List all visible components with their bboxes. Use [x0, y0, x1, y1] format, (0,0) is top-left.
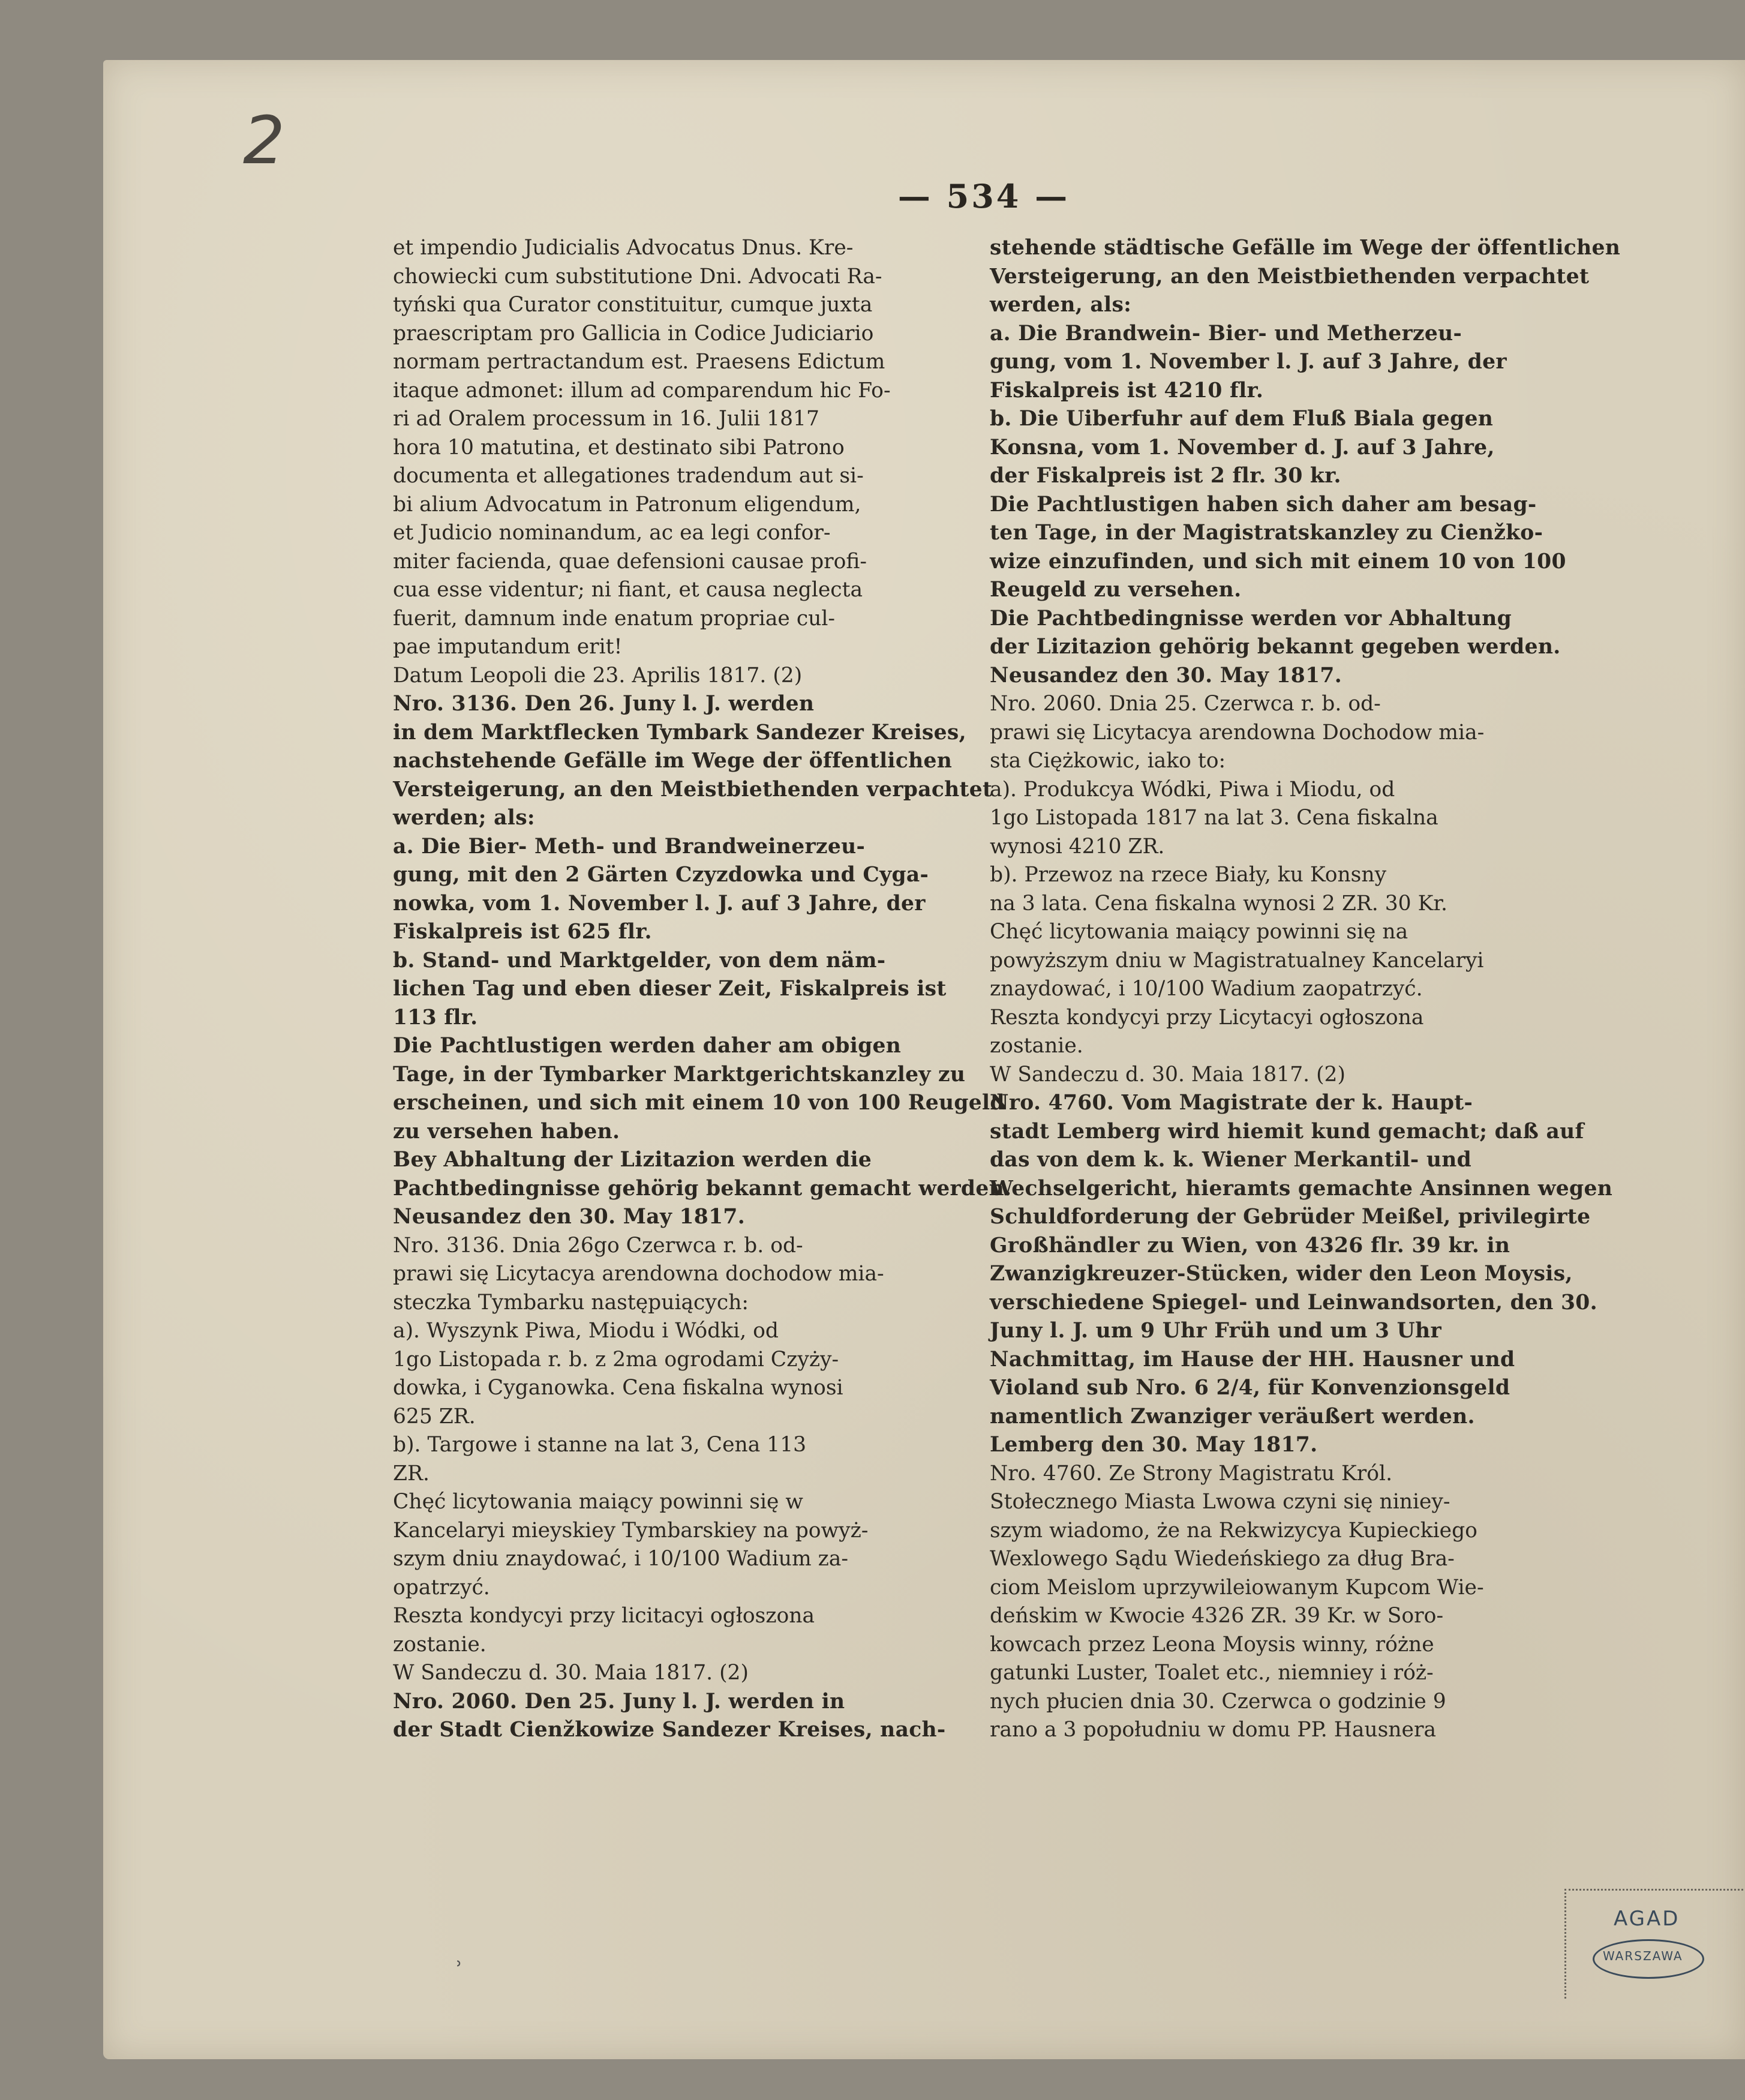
text-line: hora 10 matutina, et destinato sibi Patrono	[393, 435, 845, 460]
text-line: Schuldforderung der Gebrüder Meißel, privilegirte	[990, 1205, 1591, 1229]
text-line: b. Die Uiberfuhr auf dem Fluß Biala gegen	[990, 407, 1494, 431]
text-line: b). Przewoz na rzece Biały, ku Konsny	[990, 863, 1387, 887]
text-line: miter facienda, quae defensioni causae profi-	[393, 549, 867, 574]
text-line: ri ad Oralem processum in 16. Julii 1817	[393, 407, 819, 431]
text-line: Reszta kondycyi przy Licytacyi ogłoszona	[990, 1005, 1424, 1030]
text-line: na 3 lata. Cena fiskalna wynosi 2 ZR. 30 Kr.	[990, 891, 1448, 916]
notice-entry	[393, 234, 993, 690]
notice-entry	[393, 690, 1012, 1232]
text-line: das von dem k. k. Wiener Merkantil- und	[990, 1148, 1472, 1172]
text-line: nych płucien dnia 30. Czerwca o godzinie 9	[990, 1689, 1446, 1714]
text-line: sta Ciężkowic, iako to:	[990, 749, 1226, 773]
text-line: zu versehen haben.	[393, 1119, 620, 1144]
text-line: ten Tage, in der Magistratskanzley zu Cienžko-	[990, 521, 1543, 545]
text-line: zostanie.	[393, 1632, 486, 1657]
text-line: et impendio Judicialis Advocatus Dnus. Kre-	[393, 236, 854, 260]
notice-entry	[990, 1089, 1613, 1460]
ink-mark: ˒	[456, 1951, 463, 1978]
text-line: gung, vom 1. November l. J. auf 3 Jahre, der	[990, 350, 1507, 374]
text-line: Fiskalpreis ist 625 flr.	[393, 920, 652, 944]
text-line: szym dniu znaydować, i 10/100 Wadium za-	[393, 1547, 849, 1571]
text-line: ciom Meislom uprzywileiowanym Kupcom Wie-	[990, 1575, 1484, 1600]
text-line: verschiedene Spiegel- und Leinwandsorten, den 30.	[990, 1290, 1597, 1315]
archive-stamp-label: AGAD	[1614, 1907, 1680, 1931]
text-line: chowiecki cum substitutione Dni. Advocati Ra-	[393, 264, 882, 289]
text-line: Lemberg den 30. May 1817.	[990, 1433, 1318, 1457]
text-line: Die Pachtlustigen haben sich daher am besag-	[990, 492, 1537, 517]
notice-entry	[393, 1232, 993, 1688]
text-line: znaydować, i 10/100 Wadium zaopatrzyć.	[990, 977, 1423, 1001]
text-line: Die Pachtlustigen werden daher am obigen	[393, 1034, 902, 1058]
text-line: Nachmittag, im Hause der HH. Hausner und	[990, 1347, 1515, 1372]
text-line: W Sandeczu d. 30. Maia 1817. (2)	[393, 1661, 749, 1685]
text-line: documenta et allegationes tradendum aut si-	[393, 464, 864, 488]
text-line: stadt Lemberg wird hiemit kund gemacht; daß auf	[990, 1119, 1584, 1144]
text-line: kowcach przez Leona Moysis winny, różne	[990, 1632, 1434, 1657]
text-line: nachstehende Gefälle im Wege der öffentlichen	[393, 749, 953, 773]
text-line: prawi się Licytacya arendowna dochodow mia-	[393, 1262, 884, 1286]
text-line: der Lizitazion gehörig bekannt gegeben werden.	[990, 635, 1561, 659]
text-line: der Fiskalpreis ist 2 flr. 30 kr.	[990, 464, 1341, 488]
notice-entry	[990, 1460, 1590, 1745]
text-line: Stołecznego Miasta Lwowa czyni się niniey-	[990, 1490, 1450, 1514]
text-line: deńskim w Kwocie 4326 ZR. 39 Kr. w Soro-	[990, 1604, 1444, 1628]
text-line: et Judicio nominandum, ac ea legi confor-	[393, 521, 831, 545]
text-line: Nro. 3136. Dnia 26go Czerwca r. b. od-	[393, 1233, 803, 1258]
text-line: prawi się Licytacya arendowna Dochodow mia-	[990, 720, 1485, 745]
text-line: Violand sub Nro. 6 2/4, für Konvenzionsgeld	[990, 1376, 1510, 1400]
text-line: Tage, in der Tymbarker Marktgerichtskanzley zu	[393, 1062, 966, 1087]
text-line: zostanie.	[990, 1034, 1083, 1058]
text-line: Kancelaryi mieyskiey Tymbarskiey na powyż-	[393, 1518, 869, 1543]
text-line: erscheinen, und sich mit einem 10 von 100 Reugeld	[393, 1091, 1005, 1115]
text-line: Die Pachtbedingnisse werden vor Abhaltung	[990, 606, 1512, 631]
text-line: Nro. 2060. Den 25. Juny l. J. werden in	[393, 1689, 845, 1714]
text-line: tyński qua Curator constituitur, cumque juxta	[393, 293, 873, 317]
text-line: stehende städtische Gefälle im Wege der öffentlichen	[990, 236, 1621, 260]
text-line: a. Die Brandwein- Bier- und Metherzeu-	[990, 321, 1462, 346]
text-line: itaque admonet: illum ad comparendum hic Fo-	[393, 378, 891, 403]
text-line: Nro. 4760. Ze Strony Magistratu Król.	[990, 1461, 1393, 1486]
text-line: Bey Abhaltung der Lizitazion werden die	[393, 1148, 872, 1172]
text-line: opatrzyć.	[393, 1575, 490, 1600]
text-line: Nro. 2060. Dnia 25. Czerwca r. b. od-	[990, 692, 1381, 716]
text-line: wize einzufinden, und sich mit einem 10 von 100	[990, 549, 1566, 574]
text-line: Chęć licytowania maiący powinni się w	[393, 1490, 803, 1514]
right-column	[990, 234, 1621, 1745]
text-line: gung, mit den 2 Gärten Czyzdowka und Cyga-	[393, 863, 929, 887]
left-column	[393, 234, 1012, 1745]
text-line: ZR.	[393, 1461, 430, 1486]
page-number: — 534 —	[897, 177, 1070, 215]
text-line: Zwanzigkreuzer-Stücken, wider den Leon Moysis,	[990, 1262, 1573, 1286]
text-line: werden, als:	[990, 293, 1132, 317]
text-line: 625 ZR.	[393, 1404, 476, 1429]
text-line: Neusandez den 30. May 1817.	[990, 663, 1342, 688]
text-line: W Sandeczu d. 30. Maia 1817. (2)	[990, 1062, 1345, 1087]
text-line: Pachtbedingnisse gehörig bekannt gemacht werden.	[393, 1176, 1012, 1201]
archive-stamp-city: WARSZAWA	[1603, 1949, 1683, 1963]
text-line: gatunki Luster, Toalet etc., niemniey i róż-	[990, 1661, 1434, 1685]
text-line: Großhändler zu Wien, von 4326 flr. 39 kr. in	[990, 1233, 1510, 1258]
text-line: nowka, vom 1. November l. J. auf 3 Jahre, der	[393, 891, 926, 916]
notice-entry	[990, 690, 1590, 1089]
text-line: bi alium Advocatum in Patronum eligendum,	[393, 492, 861, 517]
text-line: Reugeld zu versehen.	[990, 578, 1242, 602]
text-line: Wexlowego Sądu Wiedeńskiego za dług Bra-	[990, 1547, 1455, 1571]
text-line: der Stadt Cienžkowize Sandezer Kreises, nach-	[393, 1718, 946, 1742]
text-line: a. Die Bier- Meth- und Brandweinerzeu-	[393, 834, 866, 859]
text-line: 1go Listopada r. b. z 2ma ogrodami Czyży-	[393, 1347, 839, 1372]
text-line: fuerit, damnum inde enatum propriae cul-	[393, 606, 836, 631]
text-line: Chęć licytowania maiący powinni się na	[990, 920, 1408, 944]
text-line: namentlich Zwanziger veräußert werden.	[990, 1404, 1475, 1429]
text-line: Nro. 4760. Vom Magistrate der k. Haupt-	[990, 1091, 1473, 1115]
text-line: cua esse videntur; ni fiant, et causa neglecta	[393, 578, 863, 602]
notice-entry	[990, 234, 1621, 690]
text-line: Neusandez den 30. May 1817.	[393, 1205, 746, 1229]
text-line: Konsna, vom 1. November d. J. auf 3 Jahre,	[990, 435, 1495, 460]
text-line: Nro. 3136. Den 26. Juny l. J. werden	[393, 692, 815, 716]
text-line: Datum Leopoli die 23. Aprilis 1817. (2)	[393, 663, 803, 688]
text-line: dowka, i Cyganowka. Cena fiskalna wynosi	[393, 1376, 843, 1400]
text-line: szym wiadomo, że na Rekwizycya Kupieckiego	[990, 1518, 1477, 1543]
text-line: lichen Tag und eben dieser Zeit, Fiskalpreis ist	[393, 977, 947, 1001]
text-line: Juny l. J. um 9 Uhr Früh und um 3 Uhr	[990, 1319, 1441, 1343]
text-line: steczka Tymbarku następuiących:	[393, 1290, 749, 1315]
text-line: in dem Marktflecken Tymbark Sandezer Kreises,	[393, 720, 966, 745]
text-line: normam pertractandum est. Praesens Edictum	[393, 350, 885, 374]
text-line: 1go Listopada 1817 na lat 3. Cena fiskalna	[990, 806, 1438, 830]
text-line: rano a 3 popołudniu w domu PP. Hausnera	[990, 1718, 1437, 1742]
text-line: wynosi 4210 ZR.	[990, 834, 1165, 859]
text-line: b. Stand- und Marktgelder, von dem näm-	[393, 948, 886, 973]
text-line: Fiskalpreis ist 4210 flr.	[990, 378, 1264, 403]
text-line: Versteigerung, an den Meistbiethenden verpachtet	[393, 777, 993, 802]
text-line: pae imputandum erit!	[393, 635, 623, 659]
text-line: a). Wyszynk Piwa, Miodu i Wódki, od	[393, 1319, 779, 1343]
text-line: praescriptam pro Gallicia in Codice Judiciario	[393, 321, 874, 346]
notice-entry	[393, 1688, 993, 1745]
text-line: Reszta kondycyi przy licitacyi ogłoszona	[393, 1604, 815, 1628]
text-line: a). Produkcya Wódki, Piwa i Miodu, od	[990, 777, 1395, 802]
text-line: 113 flr.	[393, 1005, 478, 1030]
handwritten-page-mark: 2	[243, 102, 285, 179]
text-line: b). Targowe i stanne na lat 3, Cena 113	[393, 1433, 807, 1457]
text-line: Versteigerung, an den Meistbiethenden verpachtet	[990, 264, 1590, 289]
text-line: werden; als:	[393, 806, 535, 830]
text-line: powyższym dniu w Magistratualney Kancelaryi	[990, 948, 1484, 973]
text-line: Wechselgericht, hieramts gemachte Ansinnen wegen	[990, 1176, 1613, 1201]
